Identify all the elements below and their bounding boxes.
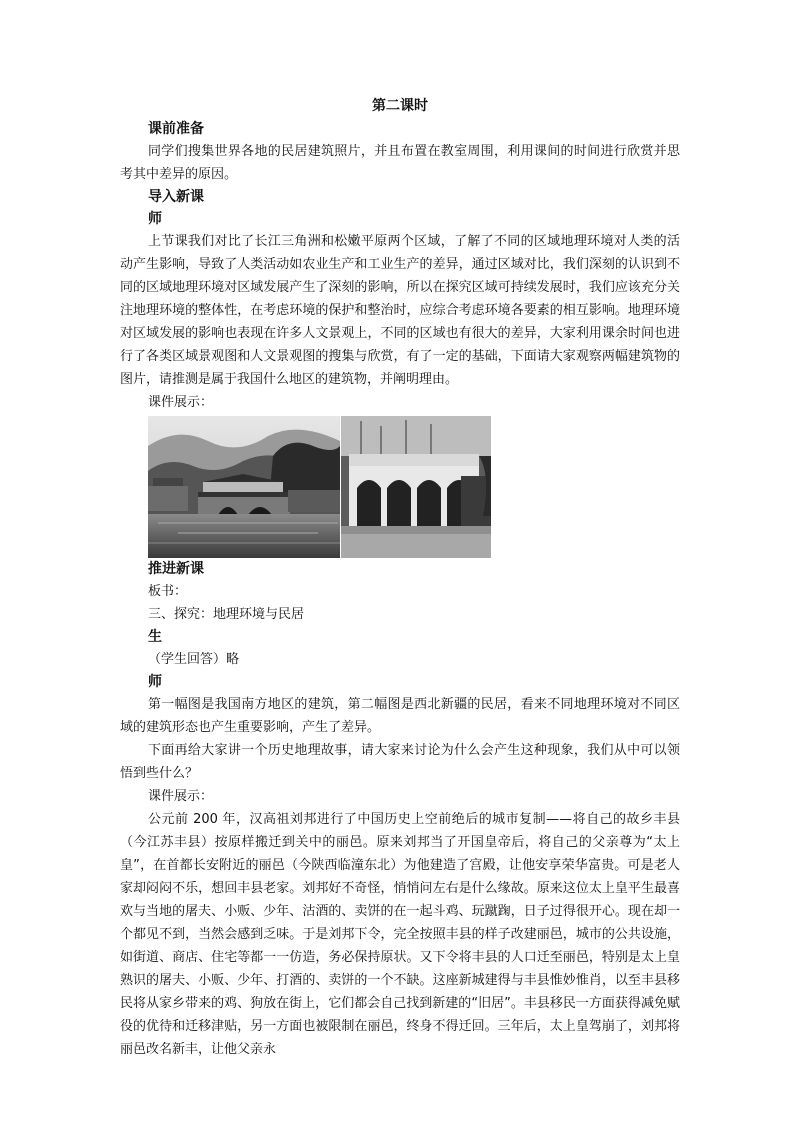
speaker-student-label: 生 [148,629,162,645]
section-heading-progress: 推进新课 [148,561,204,577]
board-content: 三、探究：地理环境与民居 [148,607,305,622]
building-photos [148,416,680,558]
speaker-teacher-label-2: 师 [148,674,162,690]
teacher-paragraph-1: 第一幅图是我国南方地区的建筑，第二幅图是西北新疆的民居，看来不同地理环境对不同区域的建筑形态也产生重要影响，产生了差异。 [120,697,680,735]
student-answer: （学生回答）略 [148,652,240,667]
courseware-display-label: 课件展示： [148,395,214,410]
introduction-paragraph: 上节课我们对比了长江三角洲和松嫩平原两个区域，了解了不同的区域地理环境对人类的活动产生影响，导致了人类活动如农业生产和工业生产的差异，通过区域对比，我们深刻的认识到不同的区域地理环境对区域发展产生了深刻的影响，所以在探究区域可持续发展时，我们应该充分关注地理环境的整体性，在考虑环境的保护和整治时，应综合考虑环境各要素的相互影响。地理环境对区域发展的影响也表现在许多人文景观上，不同的区域也有很大的差异，大家利用课余时间也进行了各类区域景观图和人文景观图的搜集与欣赏，有了一定的基础，下面请大家观察两幅建筑物的图片，请推测是属于我国什么地区的建筑物，并阐明理由。 [120,234,680,387]
board-label: 板书： [148,584,188,599]
teacher-paragraph-2: 下面再给大家讲一个历史地理故事，请大家来讨论为什么会产生这种现象，我们从中可以领悟到些什么？ [120,743,680,781]
preparation-paragraph: 同学们搜集世界各地的民居建筑照片，并且布置在教室周围，利用课间的时间进行欣赏并思考其中差异的原因。 [120,144,680,182]
speaker-teacher-label: 师 [148,211,162,227]
xinjiang-arched-building-photo [341,416,491,558]
section-heading-introduction: 导入新课 [148,189,204,205]
history-story-paragraph: 公元前 200 年，汉高祖刘邦进行了中国历史上空前绝后的城市复制——将自己的故乡丰县（今江苏丰县）按原样搬迁到关中的丽邑。原来刘邦当了开国皇帝后，将自己的父亲尊为“太上皇”，在首都长安附近的丽邑（今陕西临潼东北）为他建造了宫殿，让他安享荣华富贵。可是老人家却闷闷不乐，想回丰县老家。刘邦好不奇怪，悄悄问左右是什么缘故。原来这位太上皇平生最喜欢与当地的屠夫、小贩、少年、沽酒的、卖饼的在一起斗鸡、玩蹴踘，日子过得很开心。现在却一个都见不到，当然会感到乏味。于是刘邦下令，完全按照丰县的样子改建丽邑，城市的公共设施，如街道、商店、住宅等都一一仿造，务必保持原状。又下令将丰县的人口迁至丽邑，特别是太上皇熟识的屠夫、小贩、少年、打酒的、卖饼的一个不缺。这座新城建得与丰县惟妙惟肖，以至丰县移民将从家乡带来的鸡、狗放在街上，它们都会自己找到新建的“旧居”。丰县移民一方面获得减免赋役的优待和迁移津贴，另一方面也被限制在丽邑，终身不得迁回。三年后，太上皇驾崩了，刘邦将丽邑改名新丰，让他父亲永 [120,812,680,1057]
page-title: 第二课时 [372,98,428,114]
courseware-display-label-2: 课件展示： [148,789,214,804]
document-page [120,96,680,1061]
section-heading-preparation: 课前准备 [148,121,204,137]
southern-bridge-town-photo [148,416,340,558]
